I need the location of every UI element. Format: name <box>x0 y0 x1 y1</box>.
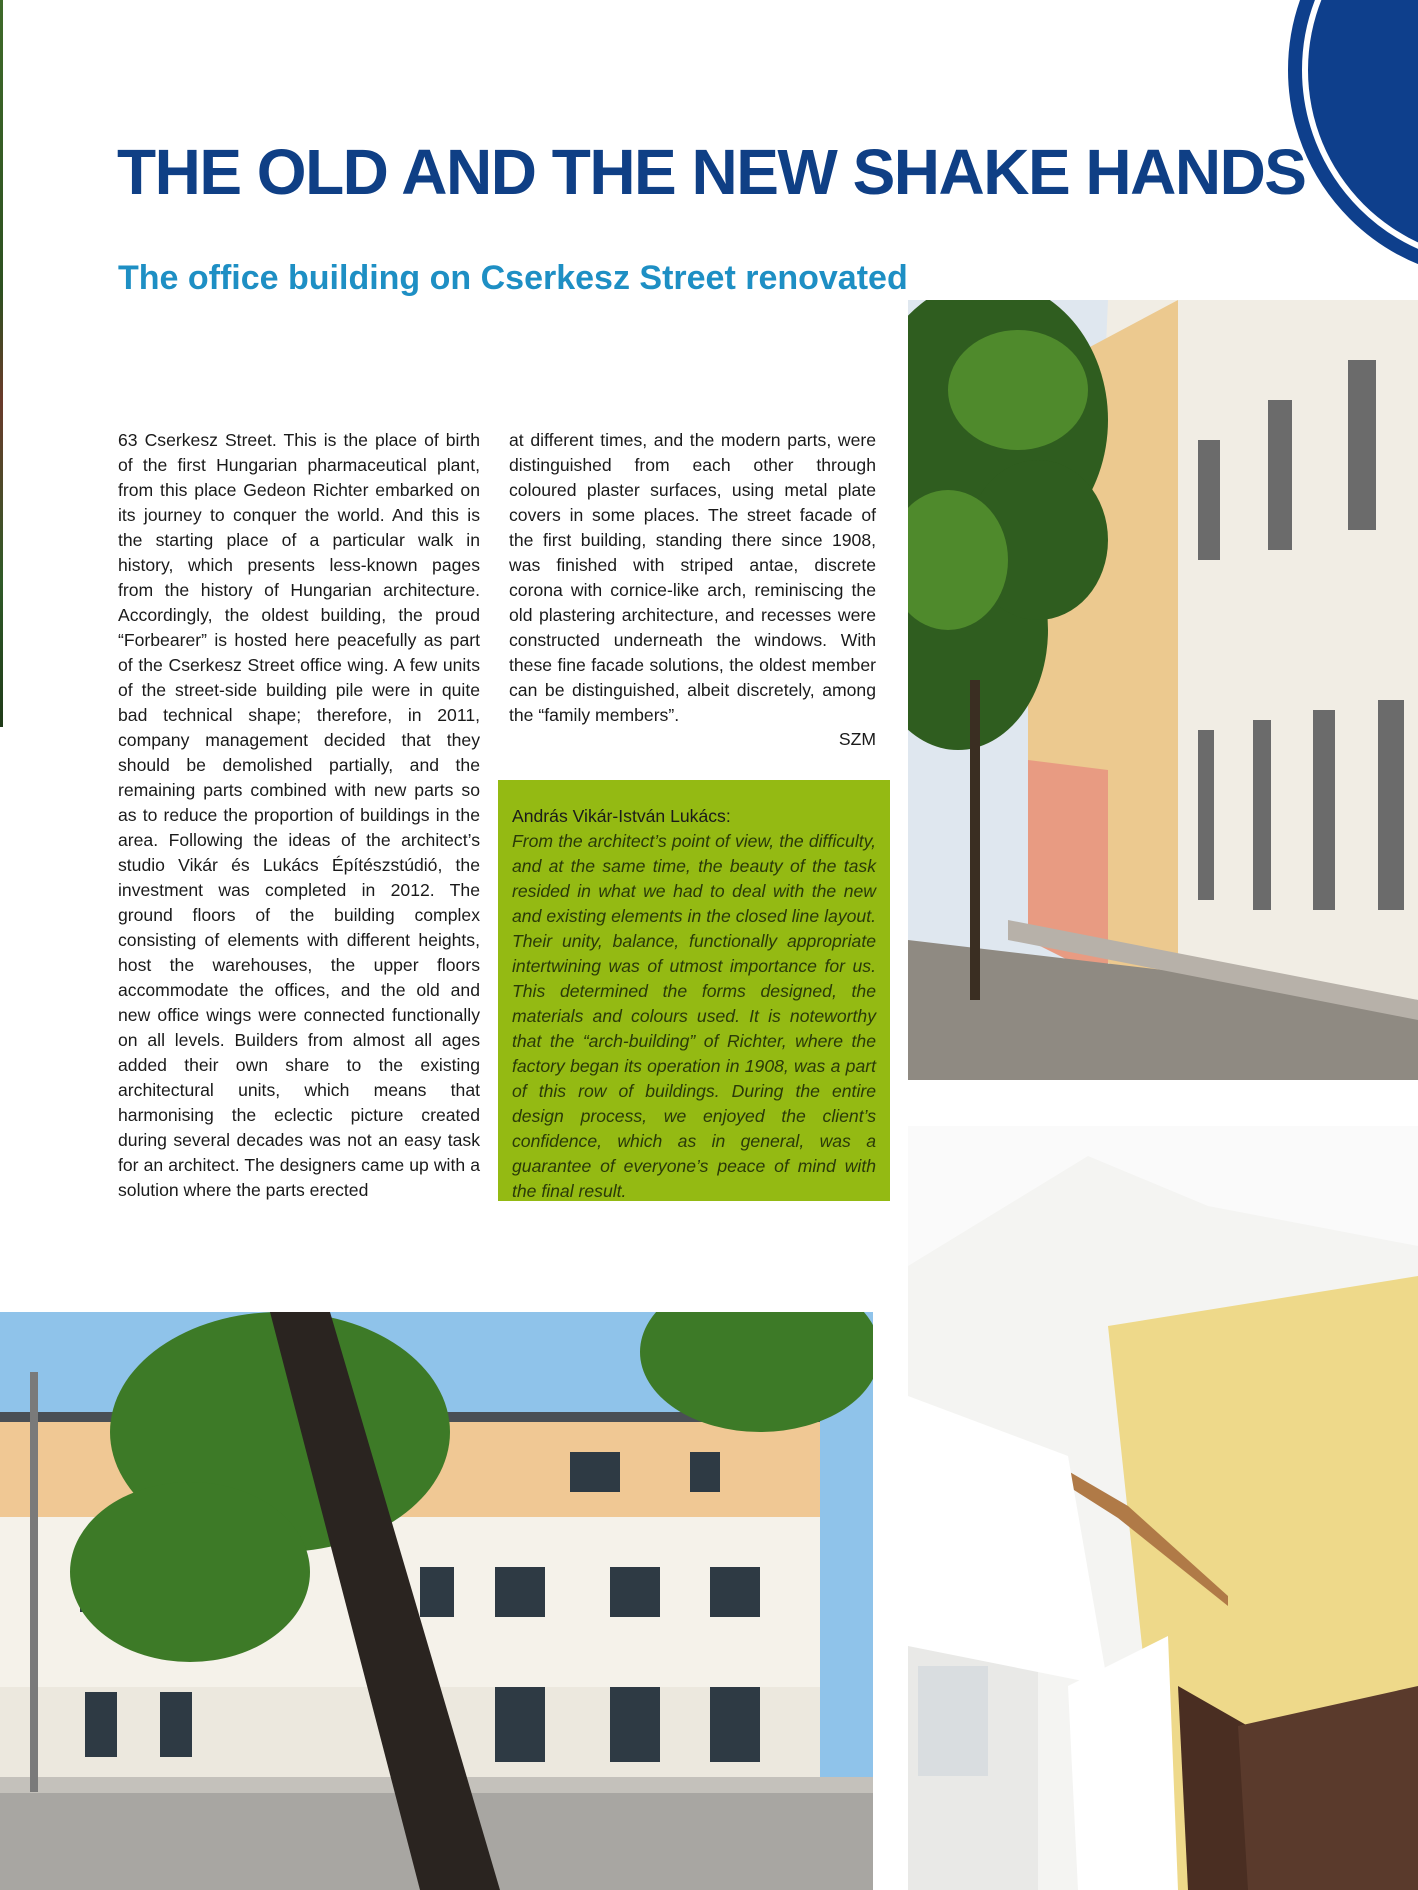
facade-photo <box>908 300 1418 1080</box>
body-text-column-2: at different times, and the modern parts, were distinguished from each other through coloured plaster surfaces, using metal plate covers in some places. The street facade of the first building, standing there since 1908, was finished with striped antae, discrete corona with cornice-like arch, reminiscing the old plastering architecture, and recesses were constructed underneath the windows. With these fine facade solutions, the oldest member can be distinguished, albeit discretely, among the “family members”. <box>509 430 876 725</box>
body-text-column-1: 63 Cserkesz Street. This is the place of birth of the first Hungarian pharmaceutical plant, from this place Gedeon Richter embarked on its journey to conquer the world. And this is the starting place of a particular walk in history, which presents less-known pages from the history of Hungarian architecture. Accordingly, the oldest building, the proud “Forbearer” is hosted here peacefully as part of the Cserkesz Street office wing. A few units of the street-side building pile were in quite bad technical shape; therefore, in 2011, company management decided that they should be demolished partially, and the remaining parts combined with new parts so as to reduce the proportion of buildings in the area. Following the ideas of the architect’s studio Vikár és Lukács Építészstúdió, the investment was completed in 2012. The ground floors of the building complex consisting of elements with different heights, host the warehouses, the upper floors accommodate the offices, and the old and new office wings were connected functionally on all levels. Builders from almost all ages added their own share to the existing architectural units, which means that harmonising the eclectic picture created during several decades was not an easy task for an architect. The designers came up with a solution where the parts erected <box>118 430 480 1200</box>
left-edge-photo-strip <box>0 0 3 727</box>
architect-quote-box <box>498 780 890 1201</box>
article-subtitle: The office building on Cserkesz Street renovated <box>118 259 908 297</box>
article-title: THE OLD AND THE NEW SHAKE HANDS <box>117 136 1306 208</box>
author-signature: SZM <box>838 729 876 749</box>
quote-text: From the architect’s point of view, the difficulty, and at the same time, the beauty of the task resided in what we had to deal with the new and existing elements in the closed line layout. Their unity, balance, functionally appropriate intertwining was of utmost importance for us. This determined the forms designed, the materials and colours used. It is noteworthy that the “arch-building” of Richter, where the factory began its operation in 1908, was a part of this row of buildings. During the entire design process, we enjoyed the client’s confidence, which as in general, was a guarantee of everyone’s peace of mind with the final result. <box>512 831 876 1201</box>
quote-author: András Vikár-István Lukács: <box>512 806 731 826</box>
street-building-photo <box>0 1312 873 1890</box>
staircase-photo <box>908 1126 1418 1890</box>
